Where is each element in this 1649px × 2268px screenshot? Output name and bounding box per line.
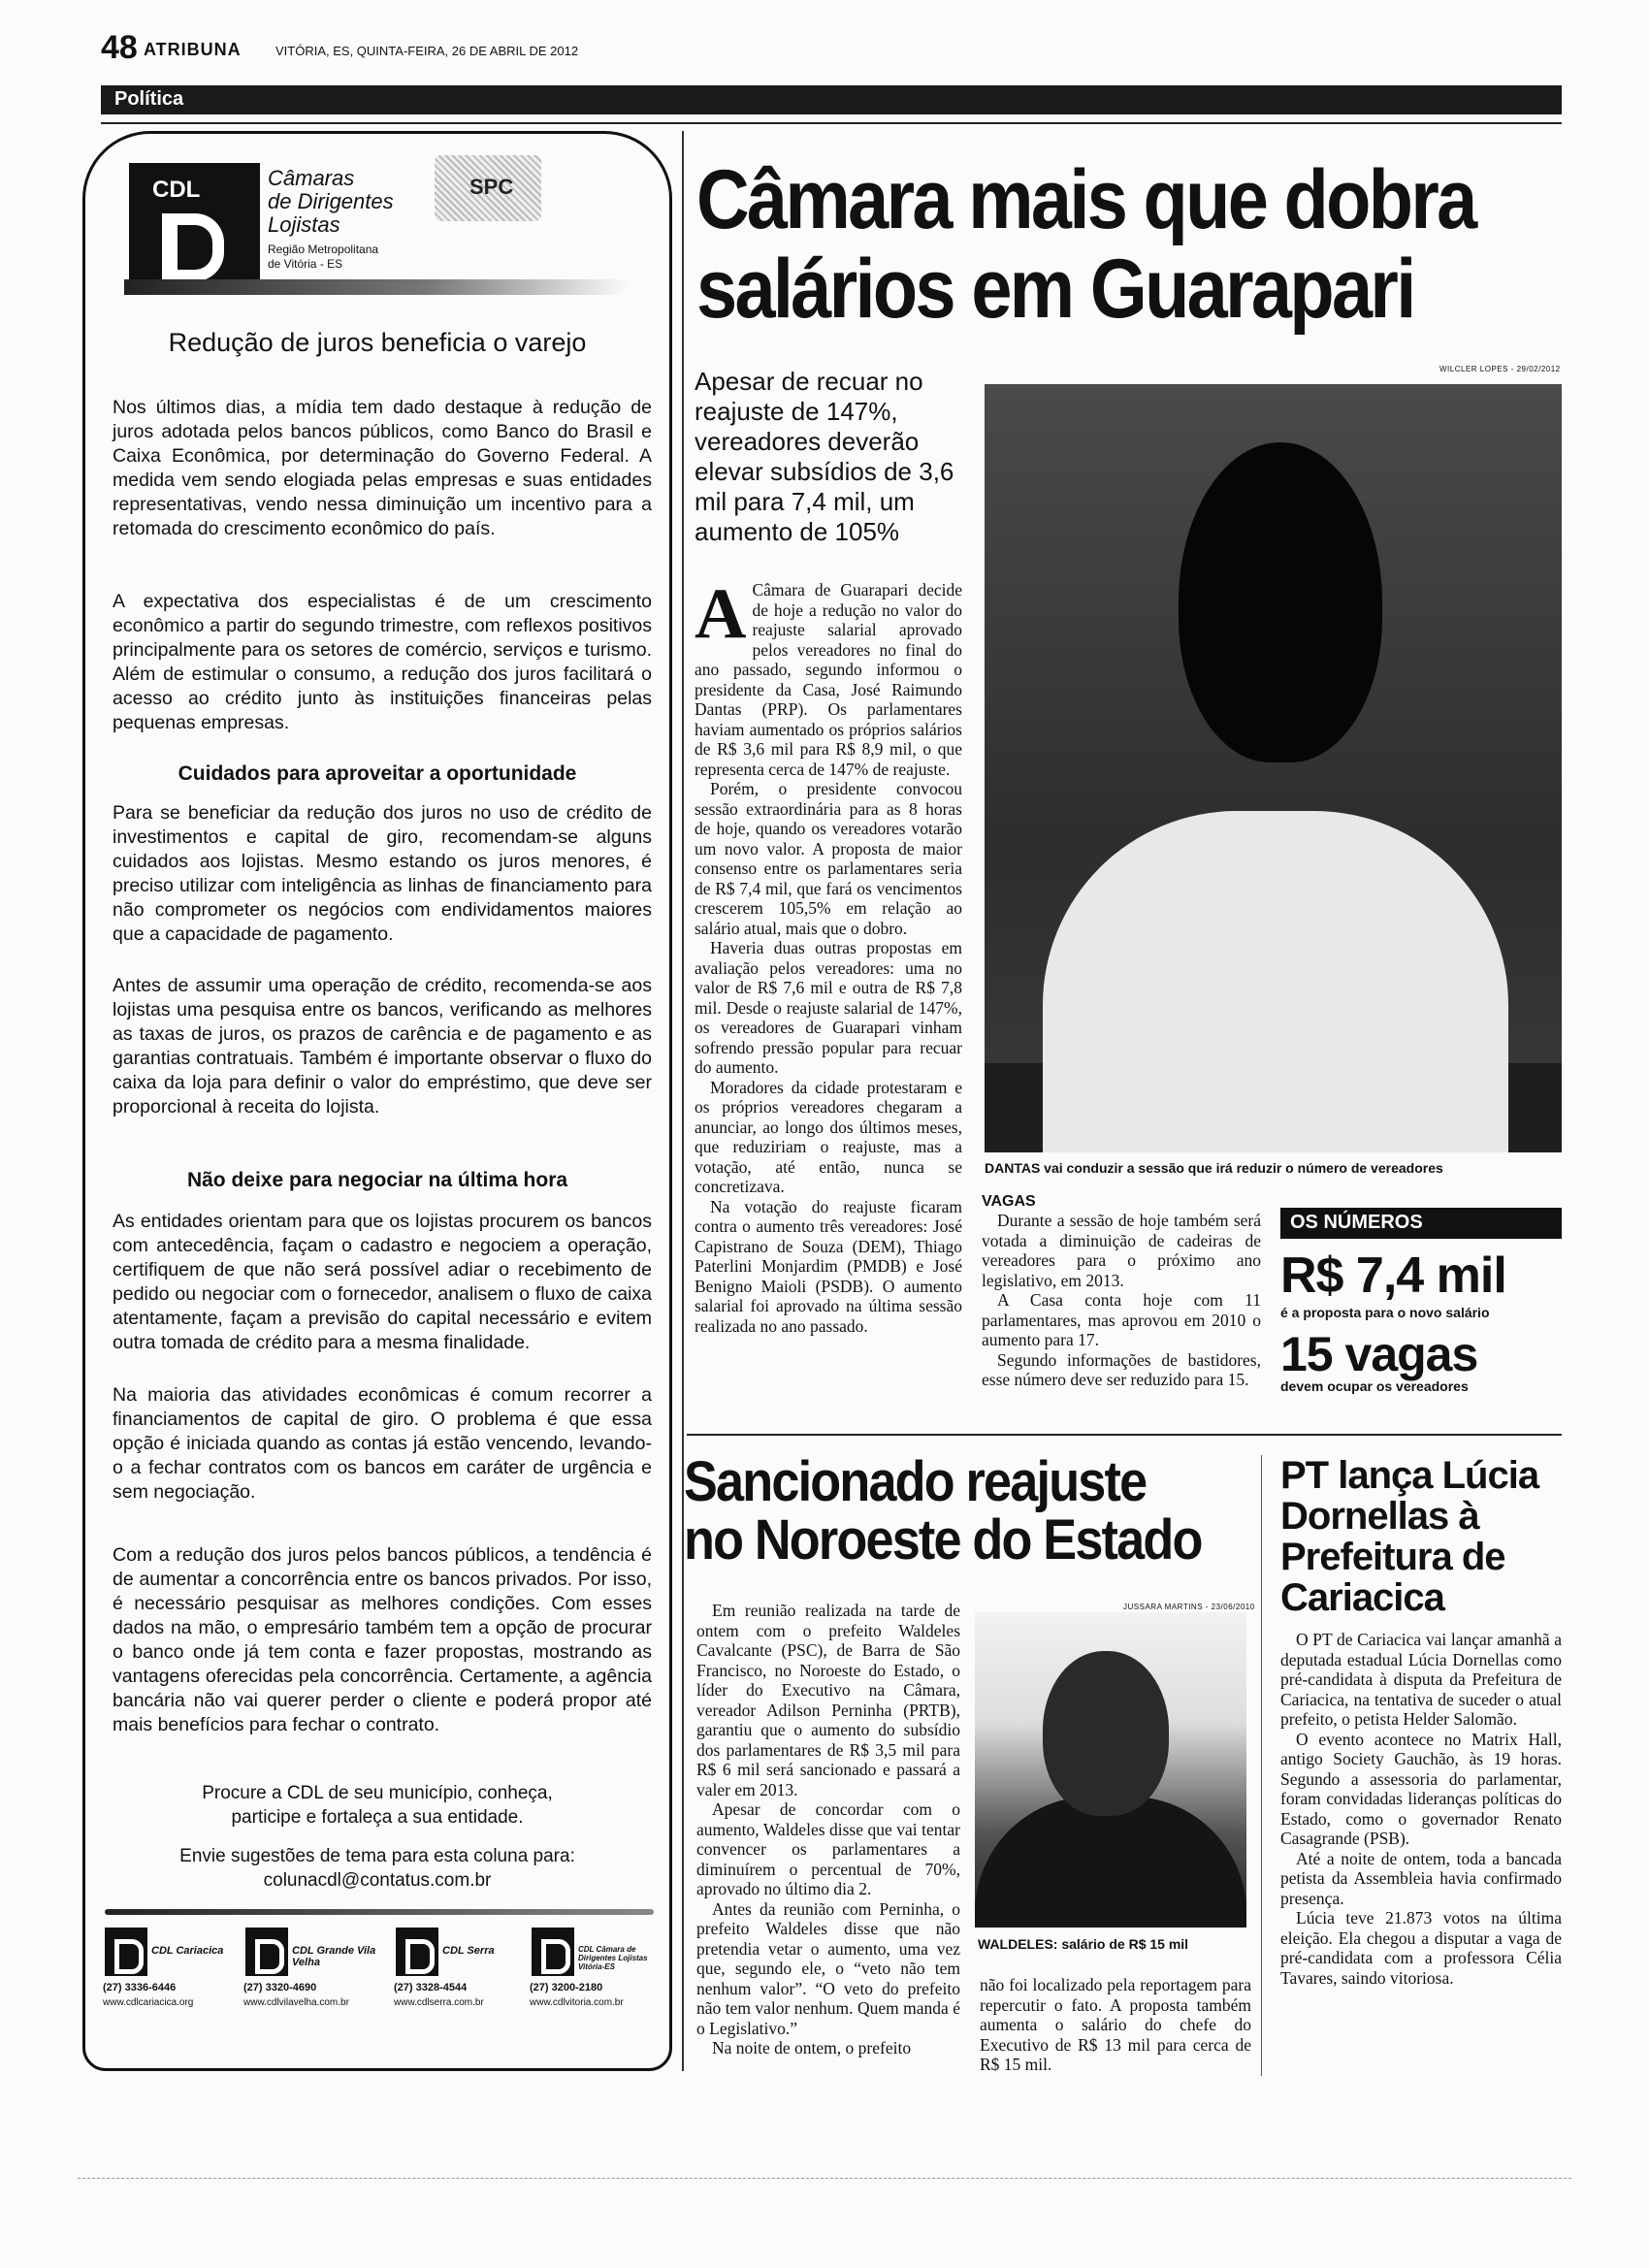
branch-phone: (27) 3320-4690 (243, 1982, 317, 1993)
branch-url[interactable]: www.cdlvilavelha.com.br (243, 1997, 349, 2008)
article-paragraph: não foi localizado pela reportagem para repercutir o fato. A proposta também aumenta o salário do chefe do Executivo de R$ 13 mil para cerca de R$ 15 mil. (980, 1975, 1251, 2074)
cdl-branch-logos (95, 1924, 667, 2021)
cdl-paragraph: A expectativa dos especialistas é de um crescimento econômico a partir do segundo trimestre, com reflexos positivos principalmente para os setores de comércio, serviços e turismo. Além de estimular o consumo, a redução dos juros facilitará o acesso ao crédito junto às instituições financeiras pelas pequenas empresas. (113, 591, 652, 733)
cdl-name (268, 167, 394, 237)
numbers-box-title: OS NÚMEROS (1280, 1208, 1562, 1239)
photo-shirt (1043, 811, 1508, 1152)
cdl-logo (129, 163, 260, 291)
cdl-column-box (82, 131, 672, 2071)
cdl-region-line: de Vitória - ES (268, 257, 343, 271)
header-rule (101, 122, 1562, 124)
branch-phone: (27) 3336-6446 (103, 1982, 177, 1993)
article-paragraph: O evento acontece no Matrix Hall, antigo Society Gauchão, às 19 horas. Segundo a assessoria do parlamentar, foram convidadas lideranças políticas do Estado, como o governador Renato Casagrande (PSB). (1280, 1729, 1562, 1848)
page-bottom-rule (78, 2178, 1571, 2179)
branch-phone: (27) 3328-4544 (394, 1982, 468, 1993)
photo-dantas (985, 384, 1562, 1152)
article-column-2 (982, 1193, 1261, 1390)
edition-date: VITÓRIA, ES, QUINTA-FEIRA, 26 DE ABRIL DE 2012 (275, 44, 579, 58)
photo-head (1179, 442, 1382, 762)
photo-credit: JUSSARA MARTINS - 23/06/2010 (1123, 1603, 1255, 1611)
article-paragraph: Lúcia teve 21.873 votos na última eleição. Ela chegou a disputar a vaga de pré-candidata com a professora Célia Tavares, saindo vitoriosa. (1280, 1908, 1562, 1988)
branch-logo-icon (396, 1928, 438, 1976)
cdl-subheading: Não deixe para negociar na última hora (186, 1169, 568, 1191)
photo-head (1043, 1651, 1169, 1816)
cdl-closing-line: participe e fortaleça a sua entidade. (231, 1807, 524, 1828)
article-paragraph: Antes da reunião com Perninha, o prefeito Waldeles disse que não pretendia vetar o aumento, uma vez que, segundo ele, o “veto não tem nenhum valor”. “O veto do prefeito não tem valor nenhum. Quem manda é o Legislativo.” (696, 1898, 960, 2038)
headline-cariacica: PT lança Lúcia Dornellas à Prefeitura de Cariacica (1280, 1454, 1539, 1619)
cdl-paragraph: Com a redução dos juros pelos bancos públicos, a tendência é de aumentar a concorrência entre os bancos privados. Por isso, é necessário pesquisar as melhores condições. Com esses dados na mão, o empresário também tem a opção de procurar o banco onde já tem conta e fazer propostas, mostrando as vantagens oferecidas pela concorrência. Certamente, a agência bancária não vai querer perder o cliente e poderá propor até mais benefícios para fechar o contrato. (113, 1544, 652, 1735)
cdl-region-line: Região Metropolitana (268, 243, 379, 256)
branch-cariacica (95, 1924, 241, 2021)
cdl-name-line: Câmaras (268, 166, 355, 190)
article-paragraph: Na noite de ontem, o prefeito (712, 2038, 912, 2057)
cdl-name-line: Lojistas (268, 212, 340, 237)
branch-name: CDL Cariacica (151, 1945, 224, 1957)
number-salary-desc: é a proposta para o novo salário (1280, 1305, 1490, 1320)
number-seats: 15 vagas (1280, 1327, 1478, 1381)
article-separator (687, 1434, 1562, 1436)
branch-logo-icon (245, 1928, 288, 1976)
branch-url[interactable]: www.cdlserra.com.br (394, 1997, 484, 2008)
branch-vitoria (522, 1924, 667, 2021)
number-seats-desc: devem ocupar os vereadores (1280, 1378, 1469, 1394)
branch-url[interactable]: www.cdlcariacica.org (103, 1997, 194, 2008)
article-paragraph: Moradores da cidade protestaram e os próprios vereadores chegaram a anunciar, ao longo dos últimos meses, que reduziriam o reajuste, mas a votação, até então, nunca se concretizava. (695, 1077, 962, 1196)
article-paragraph: Durante a sessão de hoje também será votada a diminuição de cadeiras de vereadores para o próximo ano legislativo, em 2013. (982, 1211, 1261, 1290)
cdl-region (268, 243, 378, 272)
branch-vila-velha (236, 1924, 381, 2021)
cdl-paragraph: Antes de assumir uma operação de crédito, recomenda-se aos lojistas uma pesquisa entre os bancos, verificando as melhores as taxas de juros, os prazos de carência e de pagamento e as garantias contratuais. Também é importante observar o fluxo do caixa da loja para definir o valor do empréstimo, que deve ser proporcional à receita do lojista. (113, 975, 652, 1118)
column-divider (682, 131, 684, 2071)
headline-noroeste (684, 1450, 1225, 1571)
article-paragraph: Em reunião realizada na tarde de ontem com o prefeito Waldeles Cavalcante (PSC), de Barra de São Francisco, no Noroeste do Estado, o líder do Executivo na Câmara, vereador Adilson Perninha (PRTB), garantiu que o aumento do subsídio dos parlamentares de R$ 3,5 mil para R$ 6 mil será sancionado e passará a valer em 2013. (696, 1601, 960, 1799)
cdl-logo-abbr: CDL (152, 177, 201, 203)
cdl-name-line: de Dirigentes (268, 189, 394, 213)
number-salary: R$ 7,4 mil (1280, 1247, 1506, 1304)
spc-logo (435, 155, 541, 221)
drop-cap: A (695, 574, 747, 654)
article-paragraph: Apesar de concordar com o aumento, Waldeles disse que vai tentar convencer os parlamentares a diminuírem o percentual de 70%, aprovado no último dia 2. (696, 1799, 960, 1898)
cdl-paragraph: Nos últimos dias, a mídia tem dado destaque à redução de juros adotada pelos bancos públicos, como Banco do Brasil e Caixa Econômica, por determinação do Governo Federal. A medida vem sendo elogiada pelas empresas e suas entidades representativas, vendo nessa diminuição um incentivo para a retomada do crescimento econômico do país. (113, 397, 652, 539)
cdl-subheading: Cuidados para aproveitar a oportunidade (178, 762, 577, 785)
cdl-logo-d-icon (162, 213, 224, 281)
photo-caption (985, 1160, 1443, 1176)
main-headline (696, 153, 1475, 336)
photo-shoulders (975, 1797, 1246, 1928)
branch-logo-icon (105, 1928, 147, 1976)
cdl-paragraph: Na maioria das atividades econômicas é comum recorrer a financiamentos de capital de giro. O problema é que essa opção é iniciada quando as contas já estão vencendo, levando-o a fechar contratos com os bancos em caráter de urgência e sem negociação. (113, 1384, 652, 1503)
cdl-contact (85, 1844, 669, 1893)
branch-serra (386, 1924, 532, 2021)
headline-line: Sancionado reajuste (684, 1450, 1147, 1513)
article2-column-1 (696, 1601, 960, 2058)
branch-name: CDL Grande Vila Velha (292, 1945, 376, 1968)
cdl-paragraph: Para se beneficiar da redução dos juros no uso de crédito de investimentos e capital de giro, recomendam-se alguns cuidados aos lojistas. Mesmo estando os juros menores, é preciso utilizar com inteligência as linhas de financiamento para não comprometer os negócios com endividamentos maiores que a capacidade de pagamento. (113, 802, 652, 945)
masthead (97, 29, 1562, 68)
article-paragraph: Haveria duas outras propostas em avaliação pelos vereadores: uma no valor de R$ 7,6 mil e outra de R$ 7,8 mil. Desde o reajuste salarial de 147%, os vereadores de Guarapari vinham sofrendo pressão popular para recuar do aumento. (695, 938, 962, 1077)
branch-logo-icon (532, 1928, 574, 1976)
article-paragraph: Até a noite de ontem, toda a bancada petista da Assembleia havia confirmado presença. (1280, 1848, 1562, 1908)
article-paragraph: Na votação do reajuste ficaram contra o aumento três vereadores: José Capistrano de Souza (DEM), Thiago Paterlini Monjardim (PMDB) e José Benigno Maioli (PSDB). O aumento salarial foi aprovado na última sessão realizada no ano passado. (695, 1196, 962, 1336)
cdl-closing (85, 1781, 669, 1830)
cdl-closing-line: Procure a CDL de seu município, conheça, (202, 1783, 553, 1803)
section-bar (101, 85, 1562, 114)
article-deck: Apesar de recuar no reajuste de 147%, vereadores deverão elevar subsídios de 3,6 mil para 7,4 mil, um aumento de 105% (695, 367, 954, 546)
newspaper-name: ATRIBUNA (144, 40, 242, 59)
photo-waldeles (975, 1612, 1246, 1928)
article-paragraph: Porém, o presidente convocou sessão extraordinária para as 8 horas de hoje, quando os vereadores votarão um novo valor. A proposta de maior consenso entre os parlamentares seria de R$ 7,4 mil, que fará os vencimentos crescerem 105,5% em relação ao salário atual, mais que o dobro. (695, 779, 962, 938)
main-headline-line: salários em Guarapari (696, 243, 1414, 336)
caption-name: DANTAS (985, 1160, 1041, 1176)
article-paragraph: O PT de Cariacica vai lançar amanhã a deputada estadual Lúcia Dornellas como pré-candidata à disputa da Prefeitura de Cariacica, na tentativa de suceder o atual prefeito, o petista Helder Salomão. (1280, 1630, 1562, 1729)
article-paragraph: Segundo informações de bastidores, esse número deve ser reduzido para 15. (982, 1349, 1261, 1389)
main-headline-line: Câmara mais que dobra (696, 153, 1475, 246)
article2-column-2 (980, 1975, 1251, 2075)
cdl-email-link[interactable]: colunacdl@contatus.com.br (263, 1870, 492, 1891)
spc-logo-text: SPC (469, 175, 514, 199)
article-column-1 (695, 574, 962, 1336)
cdl-paragraph: As entidades orientam para que os lojistas procurem os bancos com antecedência, façam o cadastro e negociem a operação, certifiquem de que não será possível adiar o recebimento de pedido ou negociar com o fornecedor, analisem o fluxo de caixa atentamente, façam a previsão do capital necessário e evitem outra tomada de crédito para a mesma finalidade. (113, 1211, 652, 1353)
article-subhead: VAGAS (982, 1193, 1036, 1210)
numbers-box (1280, 1208, 1562, 1394)
branch-phone: (27) 3200-2180 (530, 1982, 603, 1993)
cdl-column-title: Redução de juros beneficia o varejo (168, 328, 587, 357)
section-label: Política (114, 88, 184, 110)
caption-text: salário de R$ 15 mil (1057, 1936, 1189, 1952)
cdl-contact-line: Envie sugestões de tema para esta coluna para: (179, 1846, 575, 1866)
article-paragraph: A Casa conta hoje com 11 parlamentares, mas aprovou em 2010 o aumento para 17. (982, 1290, 1261, 1349)
branch-name: CDL Câmara de Dirigentes Lojistas Vitória-ES (578, 1945, 648, 1971)
page-number: 48 (101, 29, 138, 66)
branch-name: CDL Serra (442, 1945, 495, 1957)
headline-line: no Noroeste do Estado (684, 1508, 1202, 1571)
caption-text: vai conduzir a sessão que irá reduzir o número de vereadores (1040, 1160, 1443, 1176)
photo-caption (978, 1936, 1188, 1952)
caption-name: WALDELES: (978, 1936, 1058, 1952)
photo-credit: WILCLER LOPES - 29/02/2012 (1439, 365, 1561, 373)
column-divider (1261, 1455, 1262, 2076)
cdl-header-sweep (124, 279, 629, 295)
branch-url[interactable]: www.cdlvitoria.com.br (530, 1997, 624, 2008)
article3-body (1280, 1630, 1562, 1988)
cdl-footer-rule (105, 1909, 654, 1915)
article-paragraph: Câmara de Guarapari decide de hoje a redução no valor do reajuste salarial aprovado pelos vereadores no final do ano passado, segundo informou o presidente da Casa, José Raimundo Dantas (PRP). Os parlamentares haviam aumentado os próprios salários de R$ 3,6 mil para R$ 8,9 mil, o que representa cerca de 147% de reajuste. (695, 580, 962, 779)
